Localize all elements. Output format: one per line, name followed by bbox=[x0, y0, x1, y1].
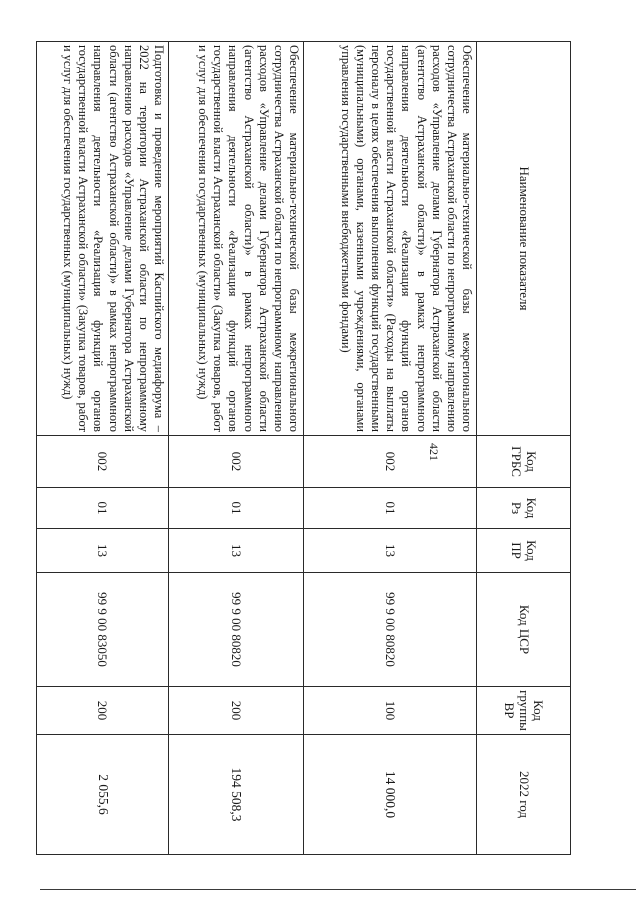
row-csr: 99 9 00 83050 bbox=[37, 573, 169, 687]
page-bottom-rule bbox=[40, 889, 636, 890]
row-rz: 01 bbox=[37, 488, 169, 529]
row-rz: 01 bbox=[169, 488, 304, 529]
row-grbs: 002 bbox=[304, 436, 477, 488]
row-amount: 194 508,3 bbox=[169, 735, 304, 855]
budget-table-rotated bbox=[61, 41, 571, 854]
page-number: 421 bbox=[427, 443, 441, 461]
row-name: Подготовка и проведение мероприятий Каспийского медиафорума – 2022 на территории Астраханской области по непрограммному направлению расходов «Управление делами Губернатора Астраханской области (агентство Астраханской области)» в рамках непрограммного направления деятельности «Реализация функций органов государственной власти Астраханской области» (Закупка товаров, работ и услуг для обеспечения государственных (муниципальных) нужд) bbox=[37, 42, 169, 436]
row-csr: 99 9 00 80820 bbox=[304, 573, 477, 687]
header-vr: Код группы ВР bbox=[477, 687, 571, 735]
table-row bbox=[304, 42, 477, 855]
row-amount: 2 055,6 bbox=[37, 735, 169, 855]
header-grbs: Код ГРБС bbox=[477, 436, 571, 488]
table-row bbox=[169, 42, 304, 855]
row-grbs: 002 bbox=[37, 436, 169, 488]
header-pr: Код ПР bbox=[477, 529, 571, 573]
budget-table-container bbox=[61, 41, 571, 854]
row-name: Обеспечение материально-технической базы межрегионального сотрудничества Астраханской области по непрограммному направлению расходов «Управление делами Губернатора Астраханской области (агентство Астраханской области)» в рамках непрограммного направления деятельности «Реализация функций органов государственной власти Астраханской области» (Расходы на выплаты персоналу в целях обеспечения выполнения функций государственными (муниципальными) органами, казенными учреждениями, органами управления государственными внебюджетными фондами) bbox=[304, 42, 477, 436]
row-pr: 13 bbox=[304, 529, 477, 573]
row-pr: 13 bbox=[169, 529, 304, 573]
row-grbs: 002 bbox=[169, 436, 304, 488]
row-vr: 100 bbox=[304, 687, 477, 735]
row-csr: 99 9 00 80820 bbox=[169, 573, 304, 687]
header-name: Наименование показателя bbox=[477, 42, 571, 436]
budget-table bbox=[36, 41, 571, 855]
row-amount: 14 000,0 bbox=[304, 735, 477, 855]
row-vr: 200 bbox=[169, 687, 304, 735]
header-csr: Код ЦСР bbox=[477, 573, 571, 687]
row-vr: 200 bbox=[37, 687, 169, 735]
row-rz: 01 bbox=[304, 488, 477, 529]
header-rz: Код Рз bbox=[477, 488, 571, 529]
row-name: Обеспечение материально-технической базы межрегионального сотрудничества Астраханской области по непрограммному направлению расходов «Управление делами Губернатора Астраханской области (агентство Астраханской области)» в рамках непрограммного направления деятельности «Реализация функций органов государственной власти Астраханской области» (Закупка товаров, работ и услуг для обеспечения государственных (муниципальных) нужд) bbox=[169, 42, 304, 436]
table-row bbox=[37, 42, 169, 855]
table-header-row bbox=[477, 42, 571, 855]
header-year: 2022 год bbox=[477, 735, 571, 855]
row-pr: 13 bbox=[37, 529, 169, 573]
